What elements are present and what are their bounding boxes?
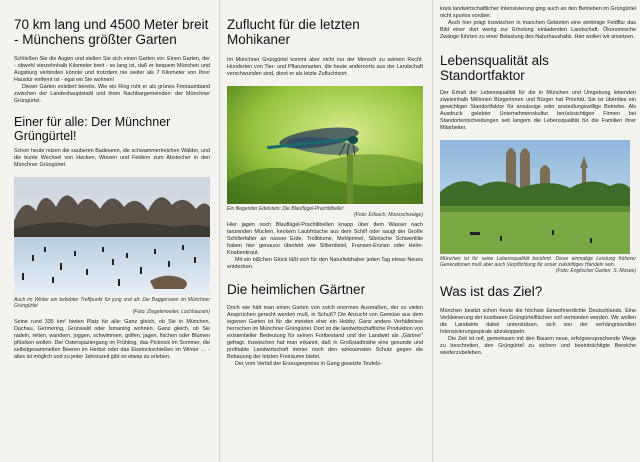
ring-paragraph: Dieser Garten existiert bereits. Wie ein Ring ruht er als grünes Freiraumband zwischen der Landeshauptstadt und ihren Nachbargemeinden: der Münchner Grüngürtel. <box>14 84 210 104</box>
heading-goal: Was ist das Ziel? <box>440 283 543 299</box>
dragonfly-caption: Ein fliegender Edelstein: Die Blauflügel-Prachtlibelle! <box>227 206 344 212</box>
refuge-paragraph: Im Münchner Grüngürtel kommt aber nicht nur der Mensch zu seinem Recht. Hunderten von Tier- und Pflanzenarten, die heute andernorts aus der Landschaft verschwunden sind, dient er als letzte Zufluchtsort. <box>227 57 423 77</box>
heading-one-for-all: Einer für alle: Der Münchner Grüngürtel! <box>14 115 171 143</box>
future-paragraph: Die Zeit ist reif, gemeinsam mit den Bauern neue, erfolgversprechende Wege zu beschreiten, den Grüngürtel zu sichern und beeinträchtigte Bereiche wiederzubeleben. <box>440 335 636 356</box>
dragonfly-credit: (Foto: Erfasch, Moosschwaige) <box>354 212 423 219</box>
intensification-paragraph: kreis landwirtschaftlicher Intensivierung ging auch an den Betrieben im Grüngürtel nicht spurlos vorüber. <box>440 6 636 19</box>
heading-gardeners: Die heimlichen Gärtner <box>227 282 366 298</box>
attractions-paragraph: Schon heute reizen die sauberen Badeseen, die schwammerlreichen Wälder, und die bunte Wechsel von Hecken, Wiesen und Feldern zum Abstecher in den Münchner Grüngürtel. <box>14 148 210 168</box>
winter-lake-image <box>14 177 210 295</box>
garden-caption: München ist für seine Lebensqualität berühmt. Diese einmalige Leistung früherer Generationen muß aber auch Verpflichtung für unser zukünftiges Handeln sein. <box>440 256 636 269</box>
heading-quality: Lebensqualität als Standortfaktor <box>440 53 549 83</box>
gardeners-paragraph: Doch wie hält man einen Garten von solch enormen Ausmaßen, der so vielen Ansprüchen gerecht werden muß, in Schuß? Die Anzucht von Gemüse aus dem eigenen Garten ist für die meisten eher ein Hobby. Ganz andere Verhältnisse herrschen im Münchner Grüngürtel. Dort ist die landwirtschaftliche Produktion von existentieller Bedeutung für seinen Fortbestand und der Landwirt als „Gärtner“ gefragt. Inzwischen hat man erkannt, daß in Großstadtnähe eine gesunde und profitable Landwirtschaft immer noch den wirksamsten Schutz gegen die Bebauung der letzten Freiräume bietet. <box>227 305 423 361</box>
heading-garden: 70 km lang und 4500 Meter breit - Münchens größter Garten <box>14 17 209 47</box>
winter-caption: Auch im Winter ein beliebter Treffpunkt für jung und alt: Die Baggerseen im Münchner Grüngürtel <box>14 297 210 310</box>
fold-line-1 <box>219 0 220 462</box>
column-left <box>14 0 210 361</box>
english-garden-image <box>440 140 630 254</box>
garden-credit: (Foto: Englischer Garten, S. Mosee) <box>555 268 636 275</box>
fold-line-2 <box>432 0 433 462</box>
english-garden-photo <box>440 140 630 254</box>
dragonfly-photo <box>227 86 423 204</box>
discover-paragraph: Mit ein bißchen Glück läßt sich für den Naturliebhaber jeden Tag etwas Neues entdecken. <box>227 257 423 271</box>
intro-paragraph: Schließen Sie die Augen und stellen Sie sich einen Garten vor. Einen Garten, der - obwohl vierzehnhalb Kilometer breit - so lang ist, daß er bequem München und Augsburg verbinden könnte und trotzdem nie weiter als 7 Kilometer von Ihrer Haustür entfernt ist - egal wo Sie wohnen! <box>14 56 210 83</box>
landscape-paragraph: Auch hier prägt inzwischen in manchen Gebieten eine eintönige Feldflur das Bild einer dort wenig zur Erholung einladenden Landschaft. Ökonomische Zwänge führten zu einer Belastung des Naturhaushalts. Hier wollen wir ansetzen. <box>440 20 636 40</box>
column-middle <box>227 0 423 368</box>
dragonfly-image <box>227 86 423 204</box>
winter-credit: (Foto: Ziegelerweiter, Lochhausen) <box>132 309 210 316</box>
quality-paragraph: Der Erhalt der Lebensqualität für die in München und Umgebung lebenden zweieinhalb Millionen Bürgerinnen und Bürger hat Priorität. Sie ist überdies ein gewichtiger Standortfaktor für ansässige oder ansiedlungswillige Betriebe. Als Ausdruck gelebter Unternehmenskultur berücksichtigen Firmen bei Standortentscheidungen seit langem die Lebensqualität für die Familien ihrer Mitarbeiter. <box>440 90 636 131</box>
species-paragraph: Hier jagen noch Blauflügel-Prachtlibellen knapp über dem Wasser nach tanzenden Mücken, keckern Laubfrösche aus dem Schilf oder saugt der Große Schillerfalter an nasser Erde. Trollblume, Mehlprimel, Sibirische Schwertlilie haben hier genauso überlebt wie Silberdistel, Fransen-Enzian oder Helm-Knabenkraut. <box>227 222 423 257</box>
column-right <box>440 0 636 357</box>
heading-refuge: Zuflucht für die letzten Mohikaner <box>227 17 360 47</box>
winter-lake-photo <box>14 177 210 295</box>
vicious-circle-paragraph: Der vom Verfall der Erzeugerpreise in Gang gesetzte Teufels- <box>235 361 382 368</box>
activities-paragraph: Seine rund 335 km² bieten Platz für alle: Ganz gleich, ob Sie in München, Dachau, Germering, Grünwald oder Ismaning wohnen. Ganz gleich, ob Sie radeln, reiten, wandern, joggen, schwimmen, golfen, jagen, fischen oder Blumen pflücken wollen. Der Osterspaziergang im Frühling, das Picknick im Sommer, die selbstgesammelten Beeren im Herbst oder das Eisstockschießen im Winter … - alles ist möglich und zu jeder Jahreszeit gibt es etwas zu erleben. <box>14 318 210 360</box>
density-paragraph: München besitzt schon heute die höchste Einwohnerdichte Deutschlands. Eine Verkleinerung der kostbaren Grüngürtelflächen soll vermieden werden. Wir wollen die Landwirte dabei unterstützen, sich von der verhängnisvollen Intensivierungsspirale abzukoppeln. <box>440 307 636 335</box>
